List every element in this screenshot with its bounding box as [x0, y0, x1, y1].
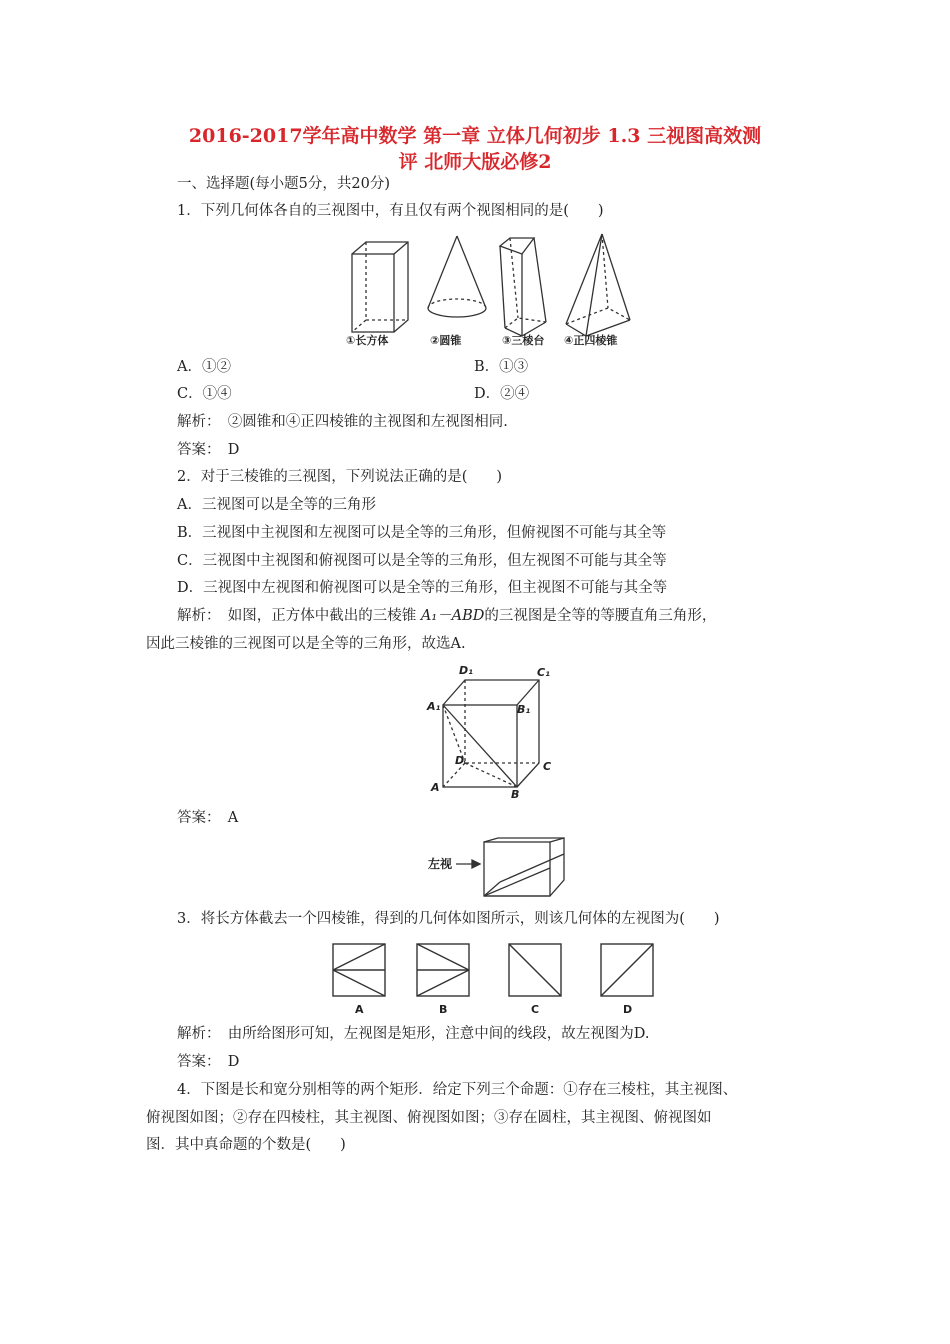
q3-left-view-label: 左视 — [428, 857, 453, 871]
fig-label-pyramid: ④正四棱锥 — [564, 334, 618, 347]
option-label-c: C — [531, 1003, 540, 1016]
cube-label-b1: B₁ — [517, 703, 531, 716]
cone-shape — [428, 236, 486, 317]
frustum-shape — [500, 238, 546, 336]
fig-label-cuboid: ①长方体 — [346, 334, 389, 347]
option-label-b: B — [439, 1003, 448, 1016]
cube-label-d1: D₁ — [459, 664, 473, 677]
q2-option-a: A．三视图可以是全等的三角形 — [177, 497, 376, 513]
q2-analysis-text-a: 解析： 如图，正方体中截出的三棱锥 — [177, 608, 421, 624]
q4-line1: 4．下图是长和宽分别相等的两个矩形．给定下列三个命题：①存在三棱柱，其主视图、 — [177, 1082, 738, 1098]
option-label-d: D — [623, 1003, 633, 1016]
q2-option-b: B．三视图中主视图和左视图可以是全等的三角形，但俯视图不可能与其全等 — [177, 525, 667, 541]
q3-options-figure — [330, 941, 670, 1017]
q2-answer: 答案： A — [177, 810, 239, 826]
doc-title-line2: 评 北师大版必修2 — [398, 151, 552, 173]
option-label-a: A — [355, 1003, 364, 1016]
fig-label-cone: ②圆锥 — [430, 334, 462, 347]
view-option-b — [417, 944, 469, 996]
q2-analysis-line1 — [177, 606, 716, 626]
section-heading: 一、选择题(每小题5分，共20分) — [177, 176, 390, 192]
view-option-c — [509, 944, 561, 996]
q2-cube-figure — [425, 660, 565, 800]
cube-label-b: B — [511, 788, 520, 801]
view-option-d — [601, 944, 653, 996]
cube-label-a1: A₁ — [427, 700, 441, 713]
q3-answer: 答案： D — [177, 1054, 240, 1070]
q2-option-c: C．三视图中主视图和俯视图可以是全等的三角形，但左视图不可能与其全等 — [177, 553, 667, 569]
cube-label-a: A — [431, 781, 440, 794]
q2-analysis-text-b: 的三视图是全等的等腰直角三角形， — [484, 608, 717, 624]
q2-option-d: D．三视图中左视图和俯视图可以是全等的三角形，但主视图不可能与其全等 — [177, 580, 668, 596]
q2-analysis-line2: 因此三棱锥的三视图可以是全等的三角形，故选A. — [146, 636, 466, 652]
q4-line2: 俯视图如图；②存在四棱柱，其主视图、俯视图如图；③存在圆柱，其主视图、俯视图如 — [146, 1110, 712, 1126]
q2-analysis-math: A₁－ABD — [420, 608, 485, 624]
q1-stem: 1．下列几何体各自的三视图中，有且仅有两个视图相同的是( ) — [177, 203, 604, 219]
q1-option-b: B．①③ — [474, 359, 529, 375]
cube-label-c1: C₁ — [537, 666, 550, 679]
doc-title-line1: 2016-2017学年高中数学 第一章 立体几何初步 1.3 三视图高效测 — [188, 125, 762, 147]
pyramid-shape — [566, 234, 630, 336]
q1-answer: 答案： D — [177, 442, 240, 458]
q1-option-d: D．②④ — [474, 386, 530, 402]
cube-label-d: D — [455, 754, 465, 767]
q1-analysis: 解析： ②圆锥和④正四棱锥的主视图和左视图相同. — [177, 414, 508, 430]
view-option-a — [333, 944, 385, 996]
cuboid-shape — [352, 242, 408, 332]
q1-option-c: C．①④ — [177, 386, 232, 402]
q1-option-a: A．①② — [177, 359, 231, 375]
q3-stem: 3．将长方体截去一个四棱锥，得到的几何体如图所示，则该几何体的左视图为( ) — [177, 911, 720, 927]
q2-stem: 2．对于三棱锥的三视图，下列说法正确的是( ) — [177, 469, 503, 485]
q1-solids-figure — [340, 232, 640, 352]
q4-line3: 图．其中真命题的个数是( ) — [146, 1137, 346, 1153]
cube-label-c: C — [543, 760, 552, 773]
q3-analysis: 解析： 由所给图形可知，左视图是矩形，注意中间的线段，故左视图为D. — [177, 1026, 650, 1042]
fig-label-frustum: ③三棱台 — [502, 334, 545, 347]
q3-solid-figure — [420, 836, 580, 906]
